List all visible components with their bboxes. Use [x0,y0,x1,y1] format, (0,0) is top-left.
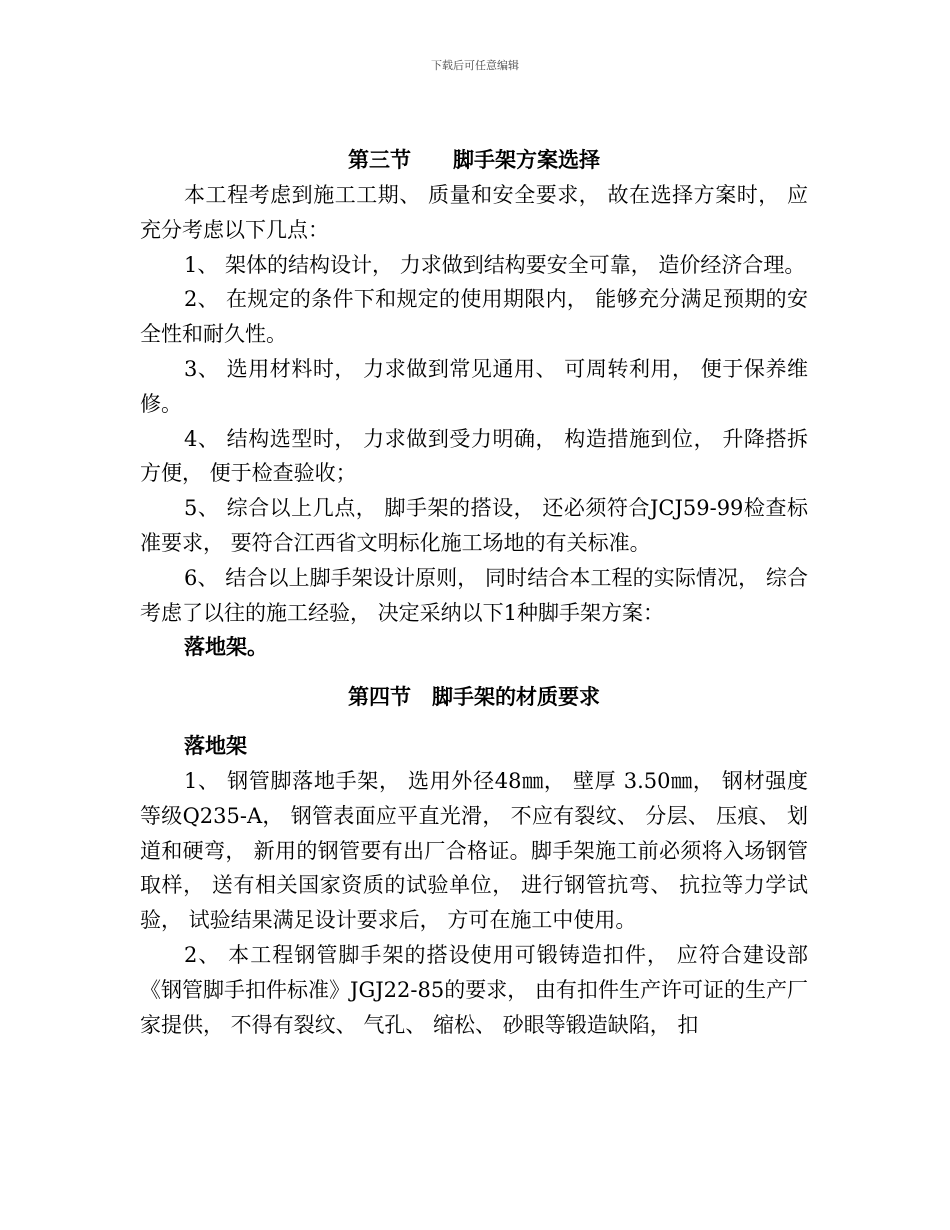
section-4-subtitle: 落地架 [184,734,247,759]
section-4-item-1: 1、 钢管脚落地手架， 选用外径48㎜， 壁厚 3.50㎜， 钢材强度等级Q235-A， 钢管表面应平直光滑， 不应有裂纹、 分层、 压痕、 划道和硬弯， 新用的钢管要有出厂合格证。脚手架施工前必须将入场钢管取样， 送有相关国家资质的试验单位， 进行钢管抗弯、 抗拉等力学试验， 试验结果满足设计要求后， 方可在施工中使用。 [140,768,808,933]
section-3-item-1: 1、 架体的结构设计， 力求做到结构要安全可靠， 造价经济合理。 [184,252,806,277]
section-3-intro: 本工程考虑到施工工期、 质量和安全要求， 故在选择方案时， 应充分考虑以下几点： [140,183,808,242]
section-3-conclusion: 落地架。 [184,635,268,660]
section-3-title: 第三节 脚手架方案选择 [348,148,600,172]
section-3-item-5: 5、 综合以上几点， 脚手架的搭设， 还必须符合JCJ59-99检查标准要求， 要符合江西省文明标化施工场地的有关标准。 [140,496,808,555]
section-3-item-3: 3、 选用材料时， 力求做到常见通用、 可周转利用， 便于保养维修。 [140,356,808,416]
section-3-item-2: 2、 在规定的条件下和规定的使用期限内， 能够充分满足预期的安全性和耐久性。 [140,287,808,347]
section-3-item-6: 6、 结合以上脚手架设计原则， 同时结合本工程的实际情况， 综合考虑了以往的施工经验， 决定采纳以下1种脚手架方案： [140,565,808,625]
document-body [140,142,808,1042]
page-header: 下载后可任意编辑 [431,59,519,72]
section-3-item-4: 4、 结构选型时， 力求做到受力明确， 构造措施到位， 升降搭拆方便， 便于检查验收； [140,426,808,486]
section-4-item-2: 2、 本工程钢管脚手架的搭设使用可锻铸造扣件， 应符合建设部《钢管脚手扣件标准》JGJ22-85的要求， 由有扣件生产许可证的生产厂家提供， 不得有裂纹、 气孔、 缩松、 砂眼等锻造缺陷， 扣 [140,942,808,1037]
section-4-title: 第四节 脚手架的材质要求 [348,685,600,710]
